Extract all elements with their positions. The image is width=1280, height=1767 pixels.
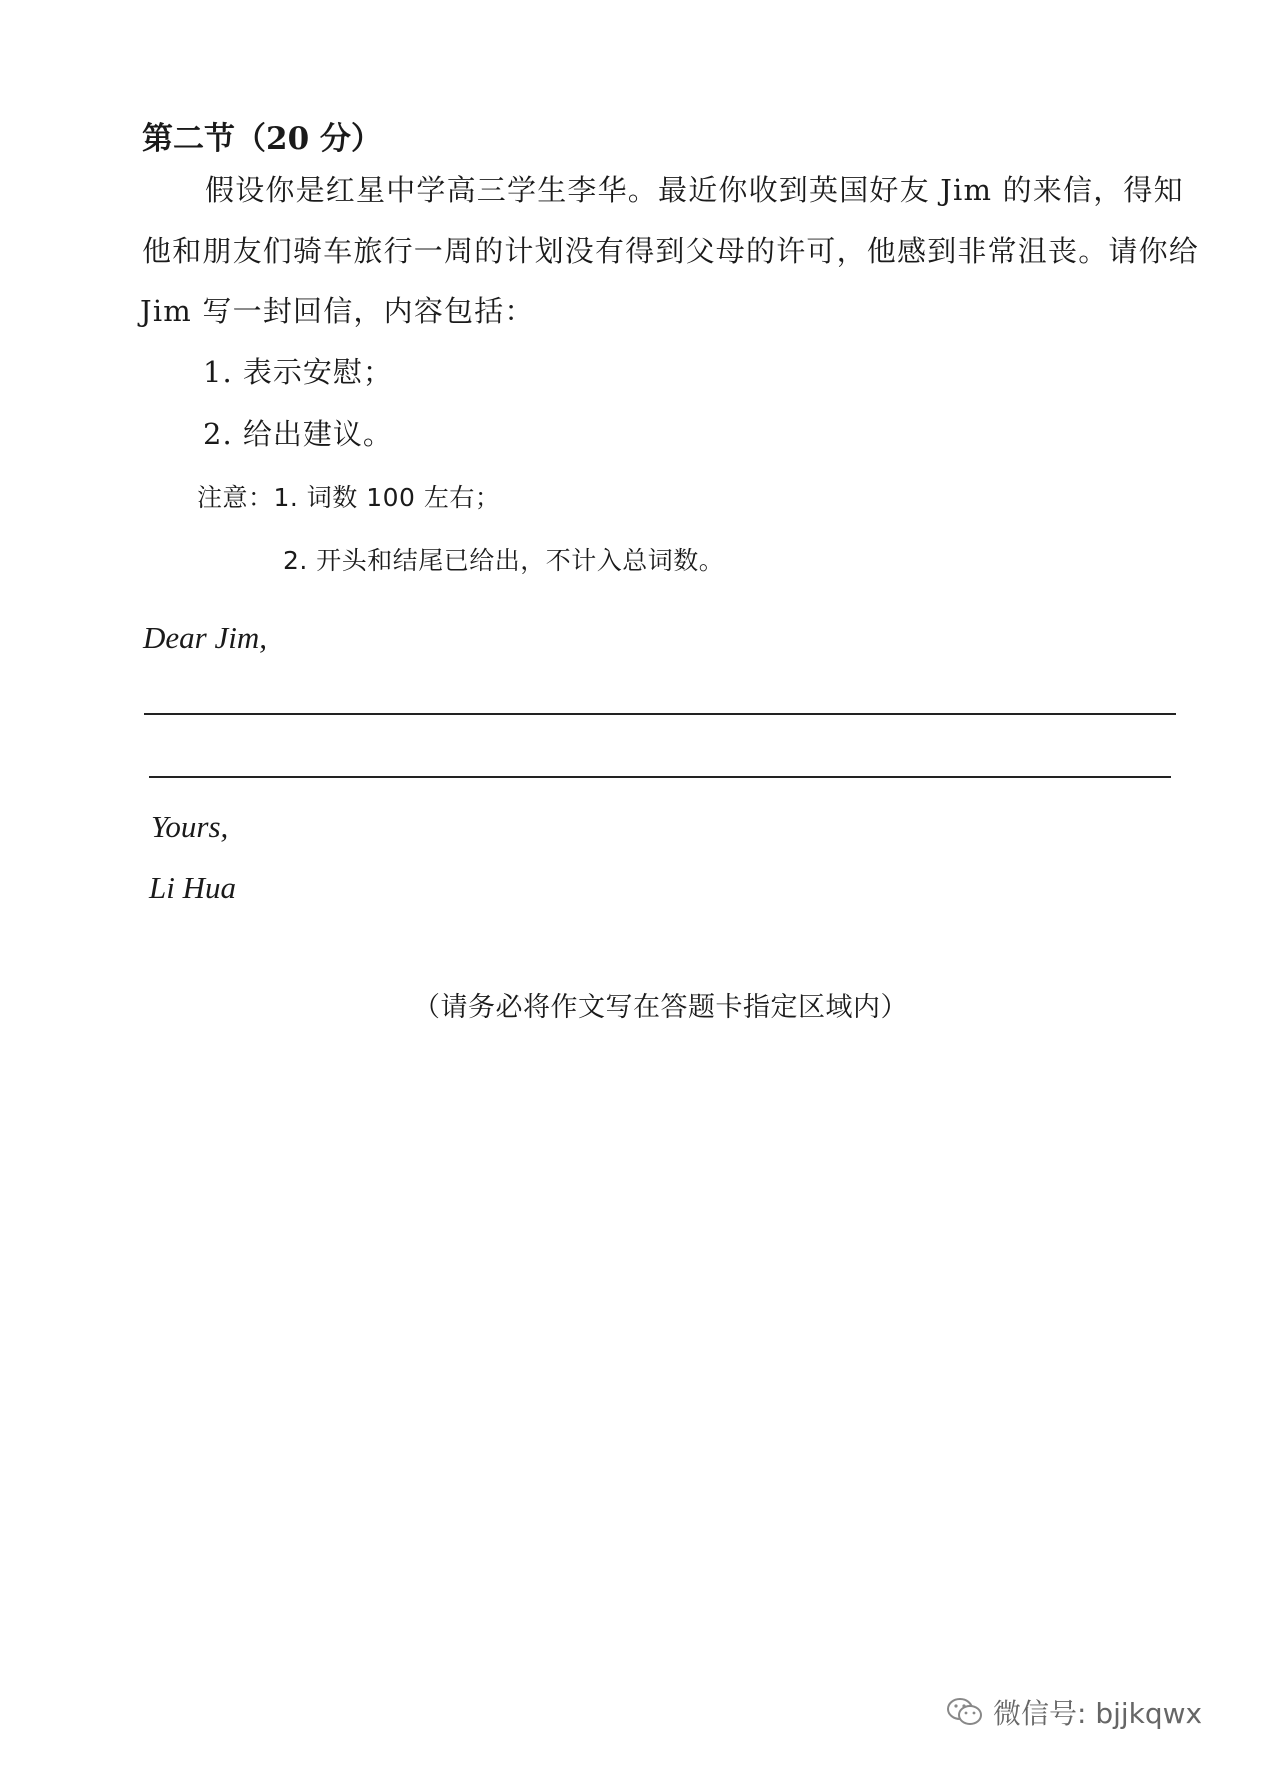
note-line-2: 2. 开头和结尾已给出，不计入总词数。 — [283, 546, 725, 575]
prompt-line-1: 假设你是红星中学高三学生李华。最近你收到英国好友 Jim 的来信，得知 — [205, 173, 1184, 207]
wechat-icon — [945, 1696, 985, 1728]
answer-line — [144, 713, 1176, 715]
watermark — [945, 1692, 1202, 1732]
section-title: 第二节（20 分） — [142, 121, 382, 157]
note-line-1: 注意：1. 词数 100 左右； — [197, 483, 501, 512]
letter-closing: Yours, — [151, 809, 229, 844]
letter-signature: Li Hua — [149, 870, 236, 905]
requirement-item: 1. 表示安慰； — [203, 355, 393, 389]
letter-greeting: Dear Jim, — [143, 620, 267, 655]
watermark-text: 微信号: bjjkqwx — [993, 1697, 1203, 1730]
prompt-line-2: 他和朋友们骑车旅行一周的计划没有得到父母的许可，他感到非常沮丧。请你给 — [142, 234, 1200, 268]
answer-line — [149, 776, 1171, 778]
requirement-item: 2. 给出建议。 — [203, 417, 393, 451]
prompt-line-3: Jim 写一封回信，内容包括： — [140, 294, 535, 328]
footnote: （请务必将作文写在答题卡指定区域内） — [413, 992, 908, 1023]
